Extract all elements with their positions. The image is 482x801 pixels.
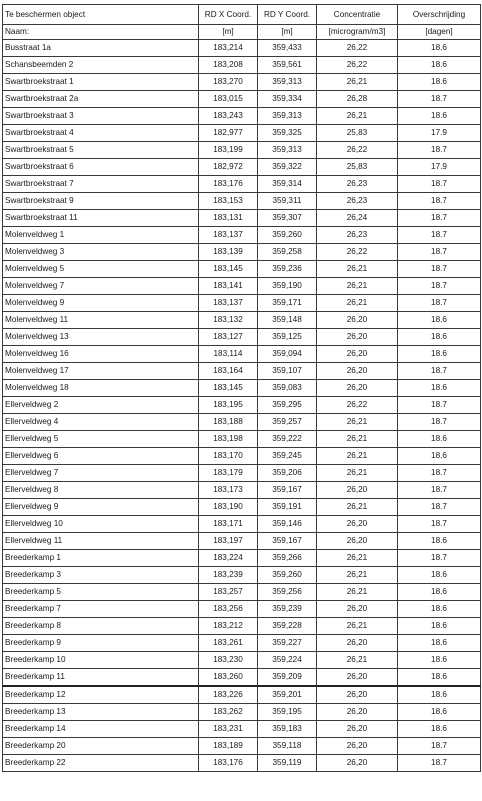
cell-rd-x: 182,977 xyxy=(199,125,258,142)
header-rd-y: RD Y Coord. xyxy=(258,5,317,25)
cell-rd-y: 359,125 xyxy=(258,329,317,346)
table-row xyxy=(3,176,481,193)
cell-rd-y: 359,295 xyxy=(258,397,317,414)
cell-concentration: 26,22 xyxy=(317,142,398,159)
cell-concentration: 26,23 xyxy=(317,193,398,210)
cell-concentration: 25,83 xyxy=(317,125,398,142)
cell-exceedance: 17.9 xyxy=(398,159,481,176)
cell-rd-x: 183,231 xyxy=(199,721,258,738)
cell-rd-x: 183,170 xyxy=(199,448,258,465)
cell-rd-y: 359,227 xyxy=(258,635,317,652)
cell-rd-x: 183,145 xyxy=(199,380,258,397)
cell-rd-y: 359,190 xyxy=(258,278,317,295)
cell-rd-y: 359,239 xyxy=(258,601,317,618)
cell-concentration: 26,21 xyxy=(317,499,398,516)
cell-name: Molenveldweg 7 xyxy=(3,278,199,295)
table-row xyxy=(3,618,481,635)
cell-exceedance: 18.7 xyxy=(398,738,481,755)
table-row xyxy=(3,669,481,687)
table-row xyxy=(3,91,481,108)
cell-rd-x: 183,190 xyxy=(199,499,258,516)
header-object: Te beschermen object xyxy=(3,5,199,25)
table-row xyxy=(3,261,481,278)
cell-rd-y: 359,334 xyxy=(258,91,317,108)
cell-name: Ellerveldweg 5 xyxy=(3,431,199,448)
cell-concentration: 26,21 xyxy=(317,295,398,312)
cell-name: Swartbroekstraat 2a xyxy=(3,91,199,108)
cell-exceedance: 18.6 xyxy=(398,431,481,448)
table-row xyxy=(3,295,481,312)
cell-rd-y: 359,325 xyxy=(258,125,317,142)
cell-concentration: 26,21 xyxy=(317,652,398,669)
cell-exceedance: 18.7 xyxy=(398,295,481,312)
cell-name: Breederkamp 12 xyxy=(3,686,199,704)
cell-rd-y: 359,094 xyxy=(258,346,317,363)
header-exceedance-unit: [dagen] xyxy=(398,25,481,40)
cell-exceedance: 18.6 xyxy=(398,635,481,652)
cell-concentration: 26,20 xyxy=(317,755,398,772)
cell-concentration: 26,20 xyxy=(317,482,398,499)
cell-exceedance: 18.7 xyxy=(398,210,481,227)
cell-rd-y: 359,201 xyxy=(258,686,317,704)
cell-rd-y: 359,266 xyxy=(258,550,317,567)
cell-rd-y: 359,119 xyxy=(258,755,317,772)
cell-rd-x: 183,171 xyxy=(199,516,258,533)
cell-name: Molenveldweg 18 xyxy=(3,380,199,397)
cell-concentration: 26,21 xyxy=(317,584,398,601)
cell-rd-y: 359,260 xyxy=(258,227,317,244)
cell-exceedance: 18.6 xyxy=(398,57,481,74)
cell-exceedance: 18.6 xyxy=(398,380,481,397)
cell-concentration: 26,21 xyxy=(317,261,398,278)
cell-name: Molenveldweg 13 xyxy=(3,329,199,346)
cell-rd-y: 359,314 xyxy=(258,176,317,193)
cell-name: Swartbroekstraat 11 xyxy=(3,210,199,227)
table-row xyxy=(3,686,481,704)
cell-name: Molenveldweg 16 xyxy=(3,346,199,363)
cell-name: Swartbroekstraat 3 xyxy=(3,108,199,125)
cell-name: Swartbroekstraat 4 xyxy=(3,125,199,142)
table-row xyxy=(3,397,481,414)
cell-rd-x: 183,256 xyxy=(199,601,258,618)
cell-name: Ellerveldweg 8 xyxy=(3,482,199,499)
cell-rd-x: 183,137 xyxy=(199,295,258,312)
cell-rd-x: 183,145 xyxy=(199,261,258,278)
table-row xyxy=(3,550,481,567)
cell-name: Molenveldweg 9 xyxy=(3,295,199,312)
cell-exceedance: 18.7 xyxy=(398,142,481,159)
cell-exceedance: 17.9 xyxy=(398,125,481,142)
header-concentration: Concentratie xyxy=(317,5,398,25)
cell-exceedance: 18.6 xyxy=(398,533,481,550)
cell-rd-x: 183,141 xyxy=(199,278,258,295)
table-body xyxy=(3,40,481,772)
concentration-table xyxy=(2,4,481,772)
table-row xyxy=(3,414,481,431)
table-row xyxy=(3,516,481,533)
cell-rd-x: 183,197 xyxy=(199,533,258,550)
table-row xyxy=(3,448,481,465)
cell-concentration: 26,21 xyxy=(317,465,398,482)
cell-rd-y: 359,228 xyxy=(258,618,317,635)
table-row xyxy=(3,738,481,755)
cell-rd-y: 359,313 xyxy=(258,142,317,159)
cell-concentration: 26,21 xyxy=(317,278,398,295)
cell-concentration: 26,20 xyxy=(317,346,398,363)
cell-name: Swartbroekstraat 9 xyxy=(3,193,199,210)
cell-concentration: 26,23 xyxy=(317,227,398,244)
cell-rd-x: 183,015 xyxy=(199,91,258,108)
cell-name: Swartbroekstraat 7 xyxy=(3,176,199,193)
cell-exceedance: 18.7 xyxy=(398,227,481,244)
table-row xyxy=(3,482,481,499)
cell-rd-x: 183,224 xyxy=(199,550,258,567)
cell-rd-y: 359,107 xyxy=(258,363,317,380)
cell-exceedance: 18.6 xyxy=(398,686,481,704)
table-row xyxy=(3,363,481,380)
cell-rd-x: 183,261 xyxy=(199,635,258,652)
cell-exceedance: 18.7 xyxy=(398,397,481,414)
cell-name: Breederkamp 8 xyxy=(3,618,199,635)
cell-rd-y: 359,236 xyxy=(258,261,317,278)
cell-concentration: 26,22 xyxy=(317,397,398,414)
cell-rd-x: 183,131 xyxy=(199,210,258,227)
cell-concentration: 26,21 xyxy=(317,618,398,635)
cell-rd-y: 359,313 xyxy=(258,74,317,91)
cell-name: Breederkamp 20 xyxy=(3,738,199,755)
cell-exceedance: 18.7 xyxy=(398,482,481,499)
cell-rd-x: 183,189 xyxy=(199,738,258,755)
cell-concentration: 26,21 xyxy=(317,550,398,567)
table-row xyxy=(3,601,481,618)
document-page xyxy=(2,4,480,772)
header-rd-x-unit: [m] xyxy=(199,25,258,40)
table-row xyxy=(3,57,481,74)
cell-name: Molenveldweg 17 xyxy=(3,363,199,380)
cell-concentration: 26,20 xyxy=(317,635,398,652)
table-row xyxy=(3,346,481,363)
cell-rd-x: 183,260 xyxy=(199,669,258,687)
table-row xyxy=(3,499,481,516)
cell-exceedance: 18.6 xyxy=(398,40,481,57)
header-rd-y-unit: [m] xyxy=(258,25,317,40)
header-rd-x: RD X Coord. xyxy=(199,5,258,25)
cell-exceedance: 18.6 xyxy=(398,74,481,91)
cell-exceedance: 18.7 xyxy=(398,91,481,108)
cell-rd-y: 359,257 xyxy=(258,414,317,431)
cell-name: Breederkamp 7 xyxy=(3,601,199,618)
header-row-titles xyxy=(3,5,481,25)
cell-concentration: 25,83 xyxy=(317,159,398,176)
cell-name: Breederkamp 1 xyxy=(3,550,199,567)
cell-name: Schansbeemden 2 xyxy=(3,57,199,74)
cell-name: Breederkamp 14 xyxy=(3,721,199,738)
cell-name: Molenveldweg 1 xyxy=(3,227,199,244)
table-row xyxy=(3,380,481,397)
cell-rd-x: 183,164 xyxy=(199,363,258,380)
cell-exceedance: 18.7 xyxy=(398,176,481,193)
cell-exceedance: 18.6 xyxy=(398,601,481,618)
cell-exceedance: 18.6 xyxy=(398,584,481,601)
cell-concentration: 26,20 xyxy=(317,329,398,346)
cell-rd-y: 359,118 xyxy=(258,738,317,755)
cell-rd-x: 183,243 xyxy=(199,108,258,125)
header-exceedance: Overschrijding xyxy=(398,5,481,25)
cell-rd-y: 359,206 xyxy=(258,465,317,482)
cell-exceedance: 18.7 xyxy=(398,244,481,261)
cell-rd-y: 359,167 xyxy=(258,533,317,550)
cell-rd-x: 183,114 xyxy=(199,346,258,363)
table-row xyxy=(3,704,481,721)
cell-exceedance: 18.7 xyxy=(398,278,481,295)
cell-concentration: 26,20 xyxy=(317,380,398,397)
cell-rd-x: 183,173 xyxy=(199,482,258,499)
cell-concentration: 26,20 xyxy=(317,312,398,329)
cell-rd-y: 359,222 xyxy=(258,431,317,448)
cell-exceedance: 18.6 xyxy=(398,669,481,687)
cell-rd-x: 183,257 xyxy=(199,584,258,601)
table-row xyxy=(3,635,481,652)
cell-rd-y: 359,146 xyxy=(258,516,317,533)
cell-name: Ellerveldweg 2 xyxy=(3,397,199,414)
cell-rd-y: 359,256 xyxy=(258,584,317,601)
header-concentration-unit: [microgram/m3] xyxy=(317,25,398,40)
cell-rd-x: 183,208 xyxy=(199,57,258,74)
cell-rd-y: 359,171 xyxy=(258,295,317,312)
cell-exceedance: 18.6 xyxy=(398,721,481,738)
table-row xyxy=(3,329,481,346)
cell-rd-y: 359,083 xyxy=(258,380,317,397)
cell-name: Ellerveldweg 7 xyxy=(3,465,199,482)
cell-rd-x: 183,153 xyxy=(199,193,258,210)
cell-rd-y: 359,313 xyxy=(258,108,317,125)
cell-name: Ellerveldweg 10 xyxy=(3,516,199,533)
cell-name: Breederkamp 5 xyxy=(3,584,199,601)
cell-rd-x: 183,230 xyxy=(199,652,258,669)
cell-name: Molenveldweg 11 xyxy=(3,312,199,329)
cell-exceedance: 18.7 xyxy=(398,499,481,516)
cell-rd-y: 359,209 xyxy=(258,669,317,687)
cell-rd-x: 183,214 xyxy=(199,40,258,57)
table-row xyxy=(3,721,481,738)
table-row xyxy=(3,244,481,261)
cell-name: Breederkamp 22 xyxy=(3,755,199,772)
cell-exceedance: 18.6 xyxy=(398,346,481,363)
cell-rd-y: 359,167 xyxy=(258,482,317,499)
table-row xyxy=(3,108,481,125)
cell-rd-y: 359,191 xyxy=(258,499,317,516)
cell-concentration: 26,20 xyxy=(317,601,398,618)
cell-concentration: 26,20 xyxy=(317,738,398,755)
table-row xyxy=(3,142,481,159)
table-row xyxy=(3,278,481,295)
cell-exceedance: 18.7 xyxy=(398,516,481,533)
cell-rd-y: 359,307 xyxy=(258,210,317,227)
header-name-label: Naam: xyxy=(3,25,199,40)
cell-rd-y: 359,245 xyxy=(258,448,317,465)
cell-rd-x: 183,188 xyxy=(199,414,258,431)
cell-concentration: 26,20 xyxy=(317,516,398,533)
cell-name: Swartbroekstraat 6 xyxy=(3,159,199,176)
cell-exceedance: 18.6 xyxy=(398,652,481,669)
cell-name: Busstraat 1a xyxy=(3,40,199,57)
cell-concentration: 26,22 xyxy=(317,57,398,74)
table-row xyxy=(3,533,481,550)
cell-name: Molenveldweg 3 xyxy=(3,244,199,261)
table-row xyxy=(3,584,481,601)
cell-name: Ellerveldweg 9 xyxy=(3,499,199,516)
cell-rd-y: 359,433 xyxy=(258,40,317,57)
table-row xyxy=(3,159,481,176)
cell-exceedance: 18.6 xyxy=(398,567,481,584)
cell-exceedance: 18.6 xyxy=(398,704,481,721)
cell-concentration: 26,22 xyxy=(317,40,398,57)
cell-rd-x: 183,262 xyxy=(199,704,258,721)
cell-rd-x: 183,139 xyxy=(199,244,258,261)
cell-concentration: 26,23 xyxy=(317,176,398,193)
cell-concentration: 26,20 xyxy=(317,686,398,704)
cell-name: Breederkamp 13 xyxy=(3,704,199,721)
cell-rd-y: 359,195 xyxy=(258,704,317,721)
cell-exceedance: 18.7 xyxy=(398,261,481,278)
cell-rd-y: 359,311 xyxy=(258,193,317,210)
cell-concentration: 26,20 xyxy=(317,704,398,721)
cell-rd-y: 359,224 xyxy=(258,652,317,669)
cell-concentration: 26,24 xyxy=(317,210,398,227)
cell-rd-x: 183,212 xyxy=(199,618,258,635)
cell-name: Ellerveldweg 6 xyxy=(3,448,199,465)
cell-concentration: 26,21 xyxy=(317,567,398,584)
table-row xyxy=(3,312,481,329)
table-row xyxy=(3,210,481,227)
cell-exceedance: 18.6 xyxy=(398,448,481,465)
cell-name: Swartbroekstraat 5 xyxy=(3,142,199,159)
cell-rd-x: 183,195 xyxy=(199,397,258,414)
cell-rd-x: 182,972 xyxy=(199,159,258,176)
table-row xyxy=(3,755,481,772)
cell-exceedance: 18.6 xyxy=(398,329,481,346)
table-row xyxy=(3,431,481,448)
cell-name: Ellerveldweg 4 xyxy=(3,414,199,431)
cell-concentration: 26,21 xyxy=(317,431,398,448)
cell-rd-x: 183,176 xyxy=(199,176,258,193)
table-row xyxy=(3,74,481,91)
cell-exceedance: 18.6 xyxy=(398,312,481,329)
cell-rd-x: 183,226 xyxy=(199,686,258,704)
cell-exceedance: 18.7 xyxy=(398,363,481,380)
cell-exceedance: 18.7 xyxy=(398,414,481,431)
cell-exceedance: 18.7 xyxy=(398,550,481,567)
cell-concentration: 26,20 xyxy=(317,669,398,687)
cell-concentration: 26,21 xyxy=(317,414,398,431)
cell-concentration: 26,28 xyxy=(317,91,398,108)
cell-exceedance: 18.6 xyxy=(398,618,481,635)
table-row xyxy=(3,227,481,244)
cell-concentration: 26,22 xyxy=(317,244,398,261)
table-row xyxy=(3,567,481,584)
table-row xyxy=(3,465,481,482)
cell-rd-x: 183,179 xyxy=(199,465,258,482)
cell-name: Breederkamp 9 xyxy=(3,635,199,652)
cell-exceedance: 18.7 xyxy=(398,755,481,772)
cell-rd-x: 183,137 xyxy=(199,227,258,244)
cell-rd-x: 183,198 xyxy=(199,431,258,448)
cell-exceedance: 18.7 xyxy=(398,465,481,482)
cell-rd-x: 183,199 xyxy=(199,142,258,159)
cell-rd-y: 359,322 xyxy=(258,159,317,176)
cell-concentration: 26,20 xyxy=(317,721,398,738)
cell-concentration: 26,21 xyxy=(317,448,398,465)
cell-concentration: 26,20 xyxy=(317,533,398,550)
cell-concentration: 26,21 xyxy=(317,74,398,91)
cell-exceedance: 18.7 xyxy=(398,193,481,210)
cell-rd-y: 359,258 xyxy=(258,244,317,261)
cell-rd-x: 183,132 xyxy=(199,312,258,329)
table-row xyxy=(3,40,481,57)
cell-rd-x: 183,127 xyxy=(199,329,258,346)
cell-name: Breederkamp 11 xyxy=(3,669,199,687)
cell-name: Breederkamp 3 xyxy=(3,567,199,584)
cell-name: Breederkamp 10 xyxy=(3,652,199,669)
cell-name: Swartbroekstraat 1 xyxy=(3,74,199,91)
cell-exceedance: 18.6 xyxy=(398,108,481,125)
cell-name: Molenveldweg 5 xyxy=(3,261,199,278)
cell-rd-y: 359,561 xyxy=(258,57,317,74)
cell-rd-x: 183,270 xyxy=(199,74,258,91)
table-row xyxy=(3,652,481,669)
cell-rd-y: 359,148 xyxy=(258,312,317,329)
table-row xyxy=(3,193,481,210)
cell-concentration: 26,21 xyxy=(317,108,398,125)
cell-rd-x: 183,239 xyxy=(199,567,258,584)
cell-rd-y: 359,260 xyxy=(258,567,317,584)
cell-rd-y: 359,183 xyxy=(258,721,317,738)
cell-name: Ellerveldweg 11 xyxy=(3,533,199,550)
table-row xyxy=(3,125,481,142)
cell-concentration: 26,20 xyxy=(317,363,398,380)
cell-rd-x: 183,176 xyxy=(199,755,258,772)
header-row-units xyxy=(3,25,481,40)
